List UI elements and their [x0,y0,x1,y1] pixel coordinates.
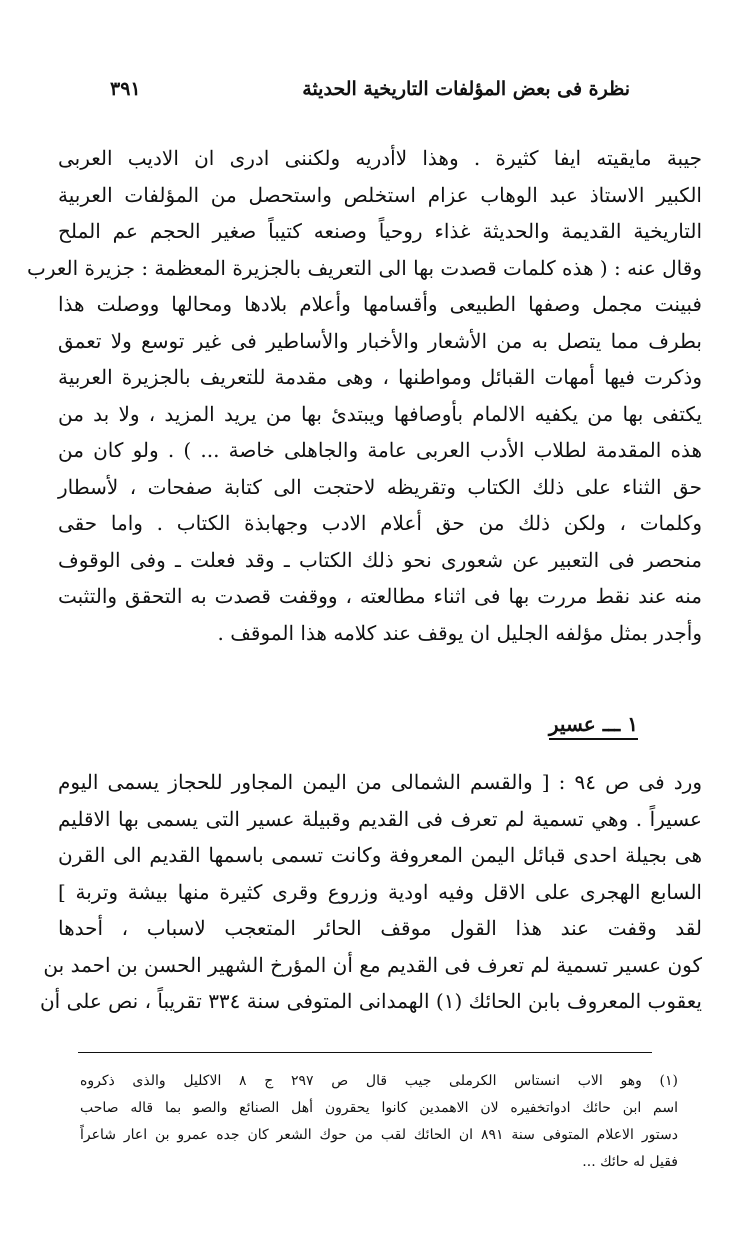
text-line: هذه المقدمة لطلاب الأدب العربى عامة والجاهلى خاصة ... ) . ولو كان من [58,438,702,462]
footnote-line: فقيل له حائك ... [582,1154,678,1170]
text-line: لقد وقفت عند هذا القول موقف الحائر المتعجب لاسباب ، أحدها [58,916,702,940]
text-line: منه عند نقط مررت بها فى اثناء مطالعته ، ووقفت قصدت به التحقق والتثبت [58,584,702,608]
text-line: السابع الهجرى على الاقل وفيه اودية وزروع وقرى كثيرة منها بيشة وتربة ] [58,879,702,904]
text-line: يكتفى بها من يكفيه الالمام بأوصافها ويبتدئ بها من يريد المزيد ، ولا بد من [58,401,702,426]
footnotes [80,1068,678,1176]
text-line: وأجدر بمثل مؤلفه الجليل ان يوقف عند كلامه هذا الموقف . [217,620,702,645]
section-heading: ١ ـــ عسير [549,712,638,740]
footnote-line: اسم ابن حائك ادواتخفيره لان الاهمدين كانوا يحقرون أهل الصنائع والصو بما قاله صاحب [80,1100,678,1116]
text-line: كون عسير تسمية لم تعرف فى القديم مع أن المؤرخ الشهير الحسن بن احمد بن [43,952,702,977]
text-line: يعقوب المعروف بابن الحائك (١) الهمدانى المتوفى سنة ٣٣٤ تقريباً ، نص على أن [39,989,702,1013]
page-number: ٣٩١ [110,78,141,100]
text-line: بطرف مما يتصل به من الأشعار والأخبار والأساطير فى غير توسع ولا تعمق [58,328,702,353]
text-line: التاريخية القديمة والحديثة غذاء روحياً وصنعه كتيباً صغير الحجم عم الملح [58,219,702,243]
text-line: عسيراً . وهي تسمية لم تعرف فى القديم وقبيلة عسير التى يسمى بها الاقليم [58,806,702,831]
text-line: ورد فى ص ٩٤ : [ والقسم الشمالى من اليمن المجاور للحجاز يسمى اليوم [58,770,702,794]
text-line: منحصر فى التعبير عن شعورى نحو ذلك الكتاب ـ وقد فعلت ـ وفى الوقوف [58,547,702,572]
footnote-line: (١) وهو الاب انستاس الكرملى جيب قال ص ٢٩٧ ج ٨ الاكليل والذى ذكروه [80,1073,679,1089]
body-paragraph [26,140,702,651]
text-line: هى بجيلة احدى قبائل اليمن المعروفة وكانت تسمى باسمها القديم الى القرن [58,843,702,867]
section-paragraph [39,764,702,1020]
running-header [110,72,630,106]
text-line: الكبير الاستاذ عبد الوهاب عزام استخلص واستحصل من المؤلفات العربية [58,182,702,207]
text-line: حق الثناء على ذلك الكتاب وتقريظه لاحتجت الى كتابة صفحات ، لأسطار [58,474,702,499]
text-line: وكلمات ، ولكن ذلك من حق أعلام الادب وجهابذة الكتاب . واما حقى [58,511,702,535]
text-line: وذكرت فيها أمهات القبائل ومواطنها ، وهى مقدمة للتعريف بالجزيرة العربية [58,365,702,389]
running-title: نظرة فى بعض المؤلفات التاريخية الحديثة [302,78,630,100]
text-line: جيبة مايقيته ايفا كثيرة . وهذا لاأدريه ولكننى ادرى ان الاديب العربى [58,146,702,170]
text-line: فبينت مجمل وصفها الطبيعى وأقسامها وأعلام بلادها ومحالها ووصلت هذا [58,292,702,316]
footnote-divider [78,1052,652,1053]
text-line: وقال عنه : ( هذه كلمات قصدت بها الى التعريف بالجزيرة المعظمة : جزيرة العرب [26,255,702,280]
footnote-line: دستور الاعلام المتوفى سنة ٨٩١ ان الحائك لقب من حوك الشعر كان جده عمرو بن اعار شاعراً [80,1127,678,1143]
